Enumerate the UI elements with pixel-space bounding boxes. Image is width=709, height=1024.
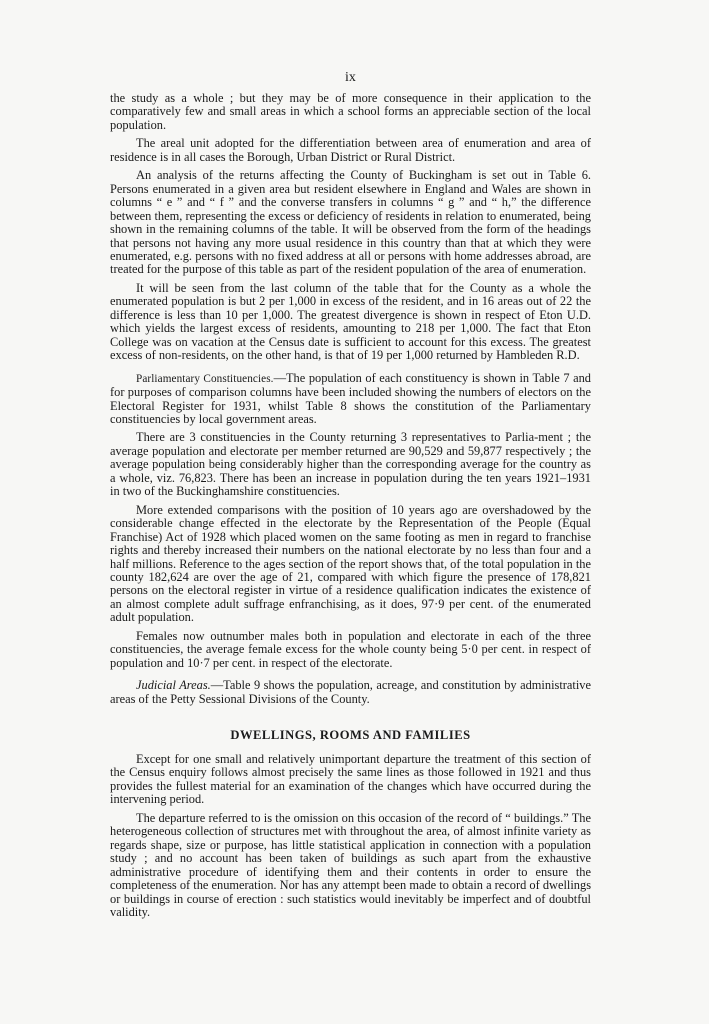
paragraph-except: Except for one small and relatively unimportant departure the treatment of this section of the Census enquiry follows almost precisely the same lines as those followed in 1921 and thus provides the fullest material for an examination of the changes which have occurred during the intervening period. bbox=[110, 752, 591, 807]
paragraph-females: Females now outnumber males both in population and electorate in each of the three constituencies, the average female excess for the whole county being 5·0 per cent. in respect of population and 10·7 per cent. in respect of the electorate. bbox=[110, 628, 591, 670]
paragraph-constituencies: There are 3 constituencies in the County returning 3 representatives to Parlia-ment ; the average population and electorate per member returned are 90,529 and 59,877 respectively ; the average population being considerably higher than the corresponding average for the country as a whole, viz. 76,823. There has been an increase in population during the ten years 1921–1931 in two of the Buckinghamshire constituencies. bbox=[110, 430, 591, 499]
paragraph-areal-unit: The areal unit adopted for the differentiation between area of enumeration and area of residence is in all cases the Borough, Urban District or Rural District. bbox=[110, 136, 591, 164]
paragraph-study-whole: the study as a whole ; but they may be of more consequence in their application to the comparatively few and small areas in which a school forms an appreciable section of the local population. bbox=[110, 91, 591, 132]
page-number: ix bbox=[345, 70, 356, 85]
judicial-heading: Judicial Areas. bbox=[136, 678, 211, 693]
paragraph-parliamentary bbox=[110, 372, 591, 427]
paragraph-last-column: It will be seen from the last column of the table that for the County as a whole the enumerated population is but 2 per 1,000 in excess of the resident, and in 16 areas out of 22 the difference is less than 10 per 1,000. The greatest divergence is shown in respect of Eton U.D. which yields the largest excess of residents, amounting to 218 per 1,000. The fact that Eton College was on vacation at the Census date is sufficient to account for this excess. The greatest excess of non-residents, on the other hand, is that of 19 per 1,000 returned by Hambleden R.D. bbox=[110, 280, 591, 363]
paragraph-judicial bbox=[110, 679, 591, 706]
judicial-text: —Table 9 shows the population, acreage, and constitution by administrative areas of the Petty Sessional Divisions of the County. bbox=[110, 678, 591, 706]
paragraph-analysis-returns: An analysis of the returns affecting the County of Buckingham is set out in Table 6. Persons enumerated in a given area but resident elsewhere in England and Wales are shown in columns “ e ” and “ f ” and the converse transfers in columns “ g ” and “ h,” the difference between them, representing the excess or deficiency of residents in relation to enumerated, being shown in the remaining columns of the table. It will be observed from the form of the headings that persons not having any more usual residence in this country than that at which they were enumerated, e.g. persons with no fixed address at all or persons with home addresses abroad, are treated for the purpose of this table as part of the resident population of the area of enumeration. bbox=[110, 168, 591, 277]
paragraph-departure: The departure referred to is the omission on this occasion of the record of “ buildings.” The heterogeneous collection of structures met with throughout the area, of almost infinite variety as regards shape, size or purpose, has little statistical application in connection with a population study ; and no account has been taken of buildings as such apart from the exhaustive administrative procedure of identifying them and their contents in order to ensure the completeness of the enumeration. Nor has any attempt been made to obtain a record of dwellings or buildings in course of erection : such statistics would inevitably be imperfect and of doubtful validity. bbox=[110, 810, 592, 920]
section-heading: DWELLINGS, ROOMS AND FAMILIES bbox=[230, 728, 471, 743]
parliamentary-text: —The population of each constituency is shown in Table 7 and for purposes of comparison columns have been included showing the numbers of electors on the Electoral Register for 1931, whilst Table 8 shows the constitution of the Parliamentary constituencies by local government areas. bbox=[110, 370, 591, 426]
parliamentary-heading: Parliamentary Constituencies. bbox=[136, 372, 274, 385]
paragraph-extended-comparisons: More extended comparisons with the position of 10 years ago are overshadowed by the considerable change effected in the electorate by the Representation of the People (Equal Franchise) Act of 1928 which placed women on the same footing as men in regard to franchise rights and thereby increased their numbers on the national electorate by no less than four and a half millions. Reference to the ages section of the report shows that, of the total population in the county 182,624 are over the age of 21, compared with which figure the presence of 178,821 persons on the electoral register in virtue of a residence qualification indicates the existence of an almost complete adult suffrage enfranchising, as it does, 97·9 per cent. of the enumerated adult population. bbox=[110, 502, 591, 625]
